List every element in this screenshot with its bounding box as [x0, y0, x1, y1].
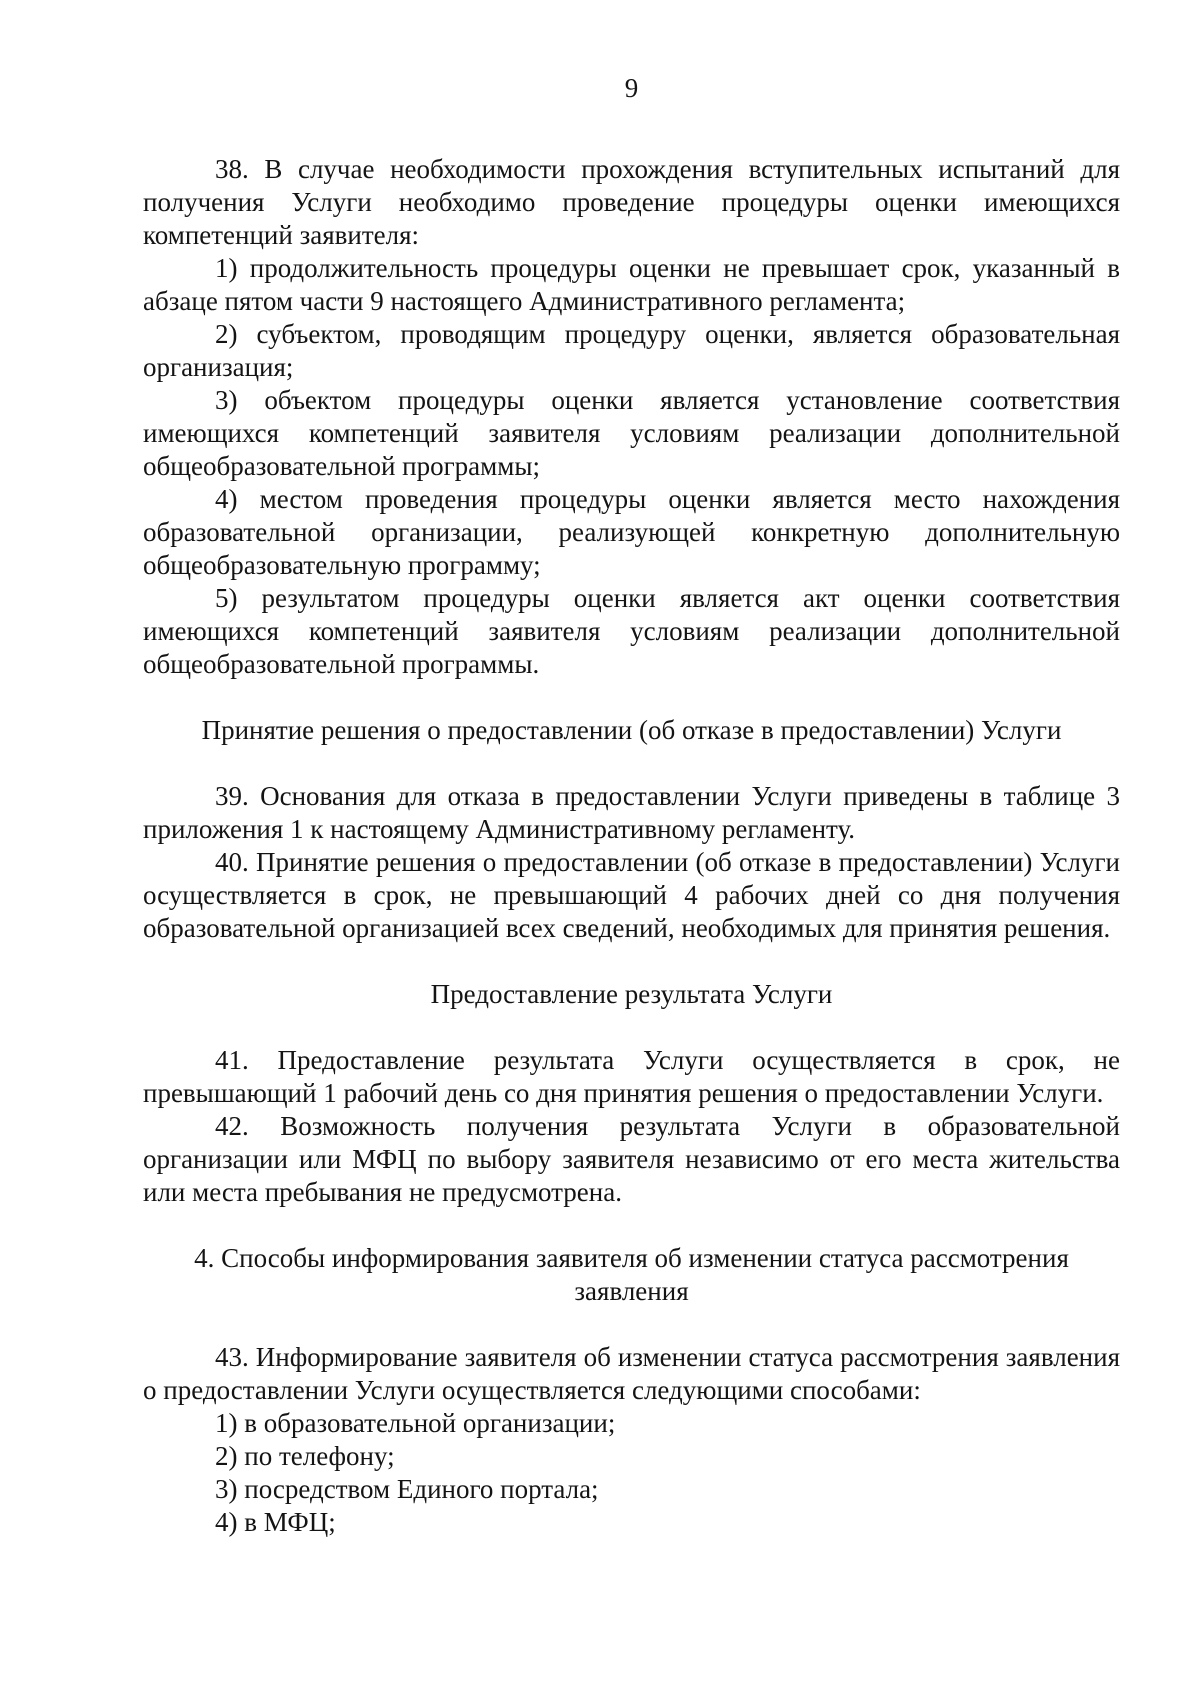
list-item-43-2: 2) по телефону;: [215, 1441, 395, 1471]
list-item-43-1: 1) в образовательной организации;: [215, 1408, 616, 1438]
list-item-38-2: 2) субъектом, проводящим процедуру оценки, является образовательная организация;: [143, 319, 1120, 382]
paragraph-41: 41. Предоставление результата Услуги осуществляется в срок, не превышающий 1 рабочий день со дня принятия решения о предоставлении Услуги.: [143, 1045, 1120, 1108]
list-item-38-5: 5) результатом процедуры оценки является акт оценки соответствия имеющихся компетенций заявителя условиям реализации дополнительной общеобразовательной программы.: [143, 583, 1120, 679]
list-item-38-1: 1) продолжительность процедуры оценки не превышает срок, указанный в абзаце пятом части 9 настоящего Административного регламента;: [143, 253, 1120, 316]
section-heading-informing: 4. Способы информирования заявителя об изменении статуса рассмотрения заявления: [194, 1243, 1069, 1306]
list-item-38-4: 4) местом проведения процедуры оценки является место нахождения образовательной организации, реализующей конкретную дополнительную общеобразовательную программу;: [143, 484, 1120, 580]
page-number: 9: [624, 73, 639, 103]
paragraph-39: 39. Основания для отказа в предоставлении Услуги приведены в таблице 3 приложения 1 к настоящему Административному регламенту.: [143, 781, 1120, 844]
section-heading-result: Предоставление результата Услуги: [430, 979, 833, 1009]
list-item-43-4: 4) в МФЦ;: [215, 1507, 336, 1537]
list-item-43-3: 3) посредством Единого портала;: [215, 1474, 599, 1504]
paragraph-42: 42. Возможность получения результата Услуги в образовательной организации или МФЦ по выбору заявителя независимо от его места жительства или места пребывания не предусмотрена.: [143, 1111, 1120, 1207]
paragraph-38: 38. В случае необходимости прохождения вступительных испытаний для получения Услуги необходимо проведение процедуры оценки имеющихся компетенций заявителя:: [143, 154, 1120, 250]
paragraph-43: 43. Информирование заявителя об изменении статуса рассмотрения заявления о предоставлении Услуги осуществляется следующими способами:: [143, 1342, 1120, 1405]
section-heading-decision: Принятие решения о предоставлении (об отказе в предоставлении) Услуги: [201, 715, 1062, 745]
paragraph-40: 40. Принятие решения о предоставлении (об отказе в предоставлении) Услуги осуществляется в срок, не превышающий 4 рабочих дней со дня получения образовательной организацией всех сведений, необходимых для принятия решения.: [143, 847, 1120, 943]
list-item-38-3: 3) объектом процедуры оценки является установление соответствия имеющихся компетенций заявителя условиям реализации дополнительной общеобразовательной программы;: [143, 385, 1120, 481]
